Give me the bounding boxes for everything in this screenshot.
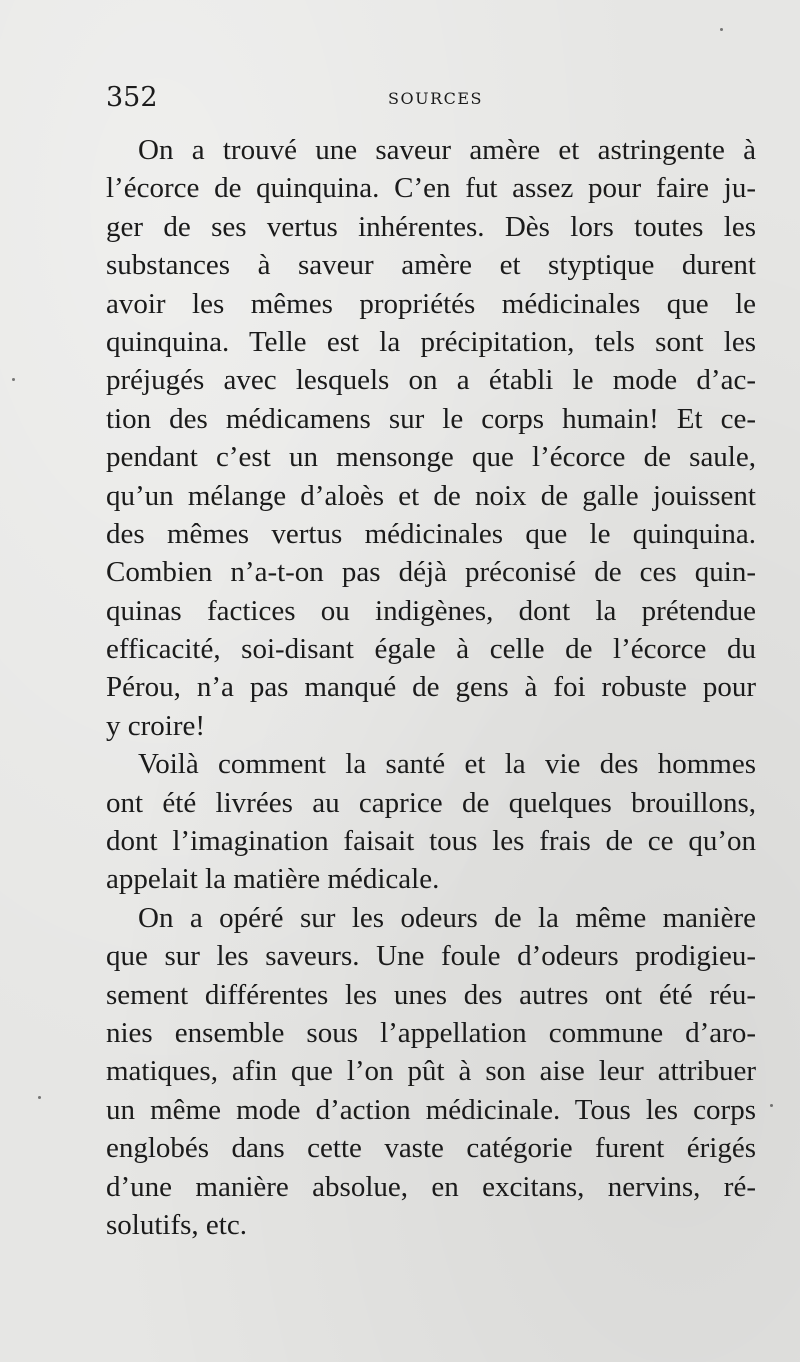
text-line: ger de ses vertus inhérentes. Dès lors toutes les: [106, 210, 756, 243]
text-line: englobés dans cette vaste catégorie furent érigés: [106, 1132, 756, 1165]
text-line: substances à saveur amère et styptique durent: [106, 249, 756, 282]
text-line: tion des médicamens sur le corps humain! Et ce-: [106, 402, 756, 435]
text-line: pendant c’est un mensonge que l’écorce de saule,: [106, 441, 756, 474]
text-line: Combien n’a-t-on pas déjà préconisé de ces quin-: [106, 556, 756, 589]
scan-speck: [720, 28, 723, 31]
text-line: efficacité, soi-disant égale à celle de l’écorce du: [106, 633, 756, 666]
text-line: On a opéré sur les odeurs de la même manière: [138, 901, 756, 934]
text-line: appelait la matière médicale.: [106, 863, 440, 896]
body-text: [106, 131, 756, 1244]
text-line: que sur les saveurs. Une foule d’odeurs prodigieu-: [106, 940, 756, 973]
text-line: préjugés avec lesquels on a établi le mode d’ac-: [106, 364, 756, 397]
text-line: Pérou, n’a pas manqué de gens à foi robuste pour: [106, 671, 756, 704]
scan-speck: [770, 1104, 773, 1107]
running-head: SOURCES: [388, 89, 483, 108]
text-line: d’une manière absolue, en excitans, nervins, ré-: [106, 1170, 756, 1203]
text-line: sement différentes les unes des autres ont été réu-: [106, 978, 756, 1011]
scan-speck: [12, 378, 15, 381]
text-line: Voilà comment la santé et la vie des hommes: [138, 748, 756, 781]
text-line: dont l’imagination faisait tous les frais de ce qu’on: [106, 825, 756, 858]
text-line: On a trouvé une saveur amère et astringente à: [138, 134, 756, 166]
text-line: avoir les mêmes propriétés médicinales que le: [106, 287, 756, 320]
scan-speck: [38, 1096, 41, 1099]
text-line: des mêmes vertus médicinales que le quinquina.: [106, 517, 756, 550]
paragraph-2: [106, 745, 756, 899]
text-line: quinas factices ou indigènes, dont la prétendue: [106, 594, 756, 627]
text-line: nies ensemble sous l’appellation commune d’aro-: [106, 1016, 756, 1049]
text-line: un même mode d’action médicinale. Tous les corps: [106, 1093, 756, 1126]
text-line: l’écorce de quinquina. C’en fut assez pour faire ju-: [106, 172, 756, 205]
text-line: ont été livrées au caprice de quelques brouillons,: [106, 786, 756, 819]
text-line: qu’un mélange d’aloès et de noix de galle jouissent: [106, 479, 756, 512]
page-number: 352: [106, 82, 158, 113]
paragraph-3: [106, 899, 756, 1245]
paragraph-1: [106, 131, 756, 745]
text-line: solutifs, etc.: [106, 1208, 247, 1241]
text-line: matiques, afin que l’on pût à son aise leur attribuer: [106, 1055, 756, 1088]
text-line: y croire!: [106, 709, 206, 742]
page-header: [106, 82, 756, 116]
text-line: quinquina. Telle est la précipitation, tels sont les: [106, 325, 756, 358]
